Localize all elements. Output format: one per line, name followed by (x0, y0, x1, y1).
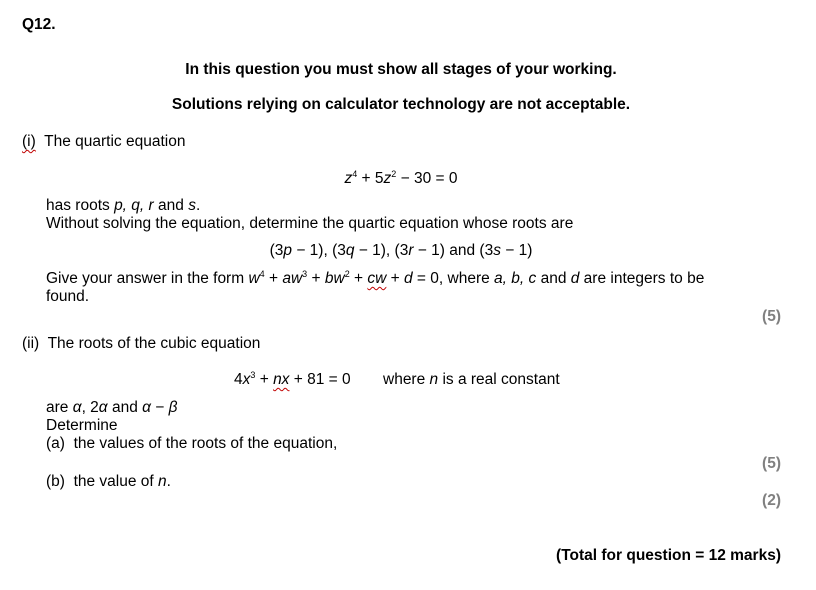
marks-part-i: (5) (762, 308, 781, 325)
part-i-heading (22, 133, 185, 151)
roots-statement: has roots p, q, r and s. (46, 197, 201, 214)
answer-form: Give your answer in the form $w^4 + aw^3 + bw^2$ + cw + d = 0, where a, b, c and d are integers to be (46, 269, 705, 287)
part-ii-intro: The roots of the cubic equation (47, 335, 261, 352)
instruction-calculator: Solutions relying on calculator technology are not acceptable. (171, 96, 631, 113)
part-ii-label: (ii) (22, 335, 40, 352)
cubic-roots-statement: are α, 2α and α − β (46, 399, 178, 416)
part-i-label: (i) (22, 133, 36, 150)
part-ii-b: (b) the value of n. (46, 473, 171, 490)
task-statement: Without solving the equation, determine the quartic equation whose roots are (46, 215, 574, 232)
quartic-equation: $z^4 + 5z^2 - 30 = 0$ (344, 169, 458, 187)
marks-part-ii-a: (5) (762, 455, 781, 472)
part-ii-heading (22, 335, 260, 353)
marks-part-ii-b: (2) (762, 492, 781, 509)
new-roots: (3p − 1), (3q − 1), (3r − 1) and (3s − 1) (269, 242, 533, 259)
part-i-intro: The quartic equation (44, 133, 186, 150)
cubic-equation: $4x^3$ + nx + 81 = 0 (234, 370, 351, 388)
answer-form-cont: found. (46, 288, 90, 305)
total-marks: (Total for question = 12 marks) (556, 547, 781, 564)
instruction-working: In this question you must show all stages of your working. (185, 61, 617, 78)
constant-note: where n is a real constant (383, 371, 560, 388)
part-ii-a: (a) the values of the roots of the equation, (46, 435, 338, 452)
question-label: Q12. (22, 16, 56, 33)
determine-label: Determine (46, 417, 118, 434)
